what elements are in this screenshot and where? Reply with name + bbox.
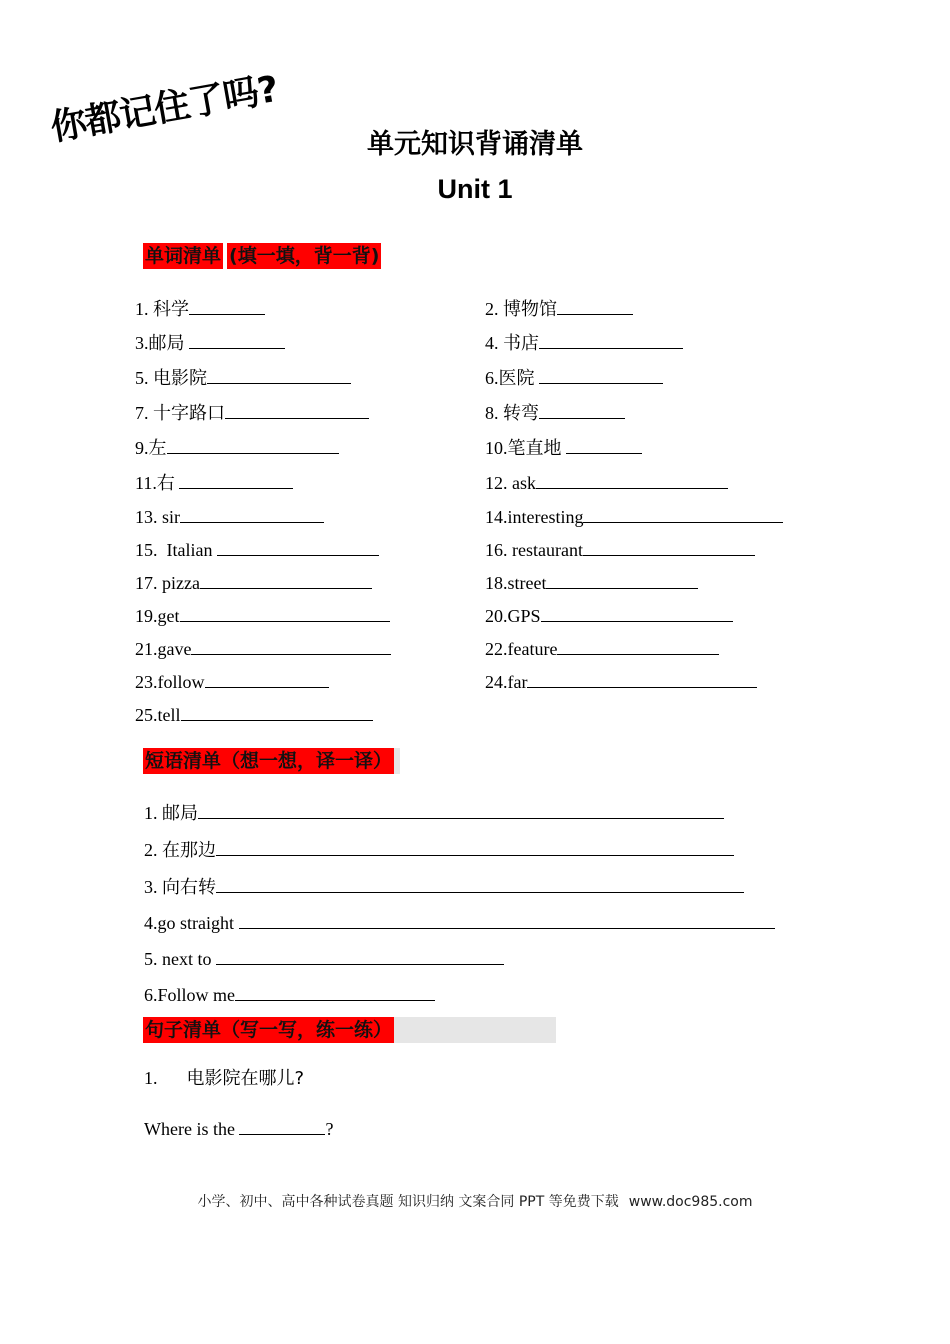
answer-blank[interactable] [557, 636, 719, 655]
vocab-heading-sub: (填一填，背一背) [229, 245, 380, 267]
vocab-item-label: 24.far [485, 672, 528, 692]
vocab-item [135, 400, 369, 424]
answer-blank[interactable] [216, 837, 734, 856]
vocab-item-label: 6.医院 [485, 368, 539, 388]
answer-blank[interactable] [239, 1116, 325, 1135]
sentence-english-suffix: ? [325, 1119, 334, 1139]
sentence-item-en [144, 1116, 333, 1140]
phrase-item-label: 4.go straight [144, 913, 239, 933]
footer [0, 1191, 950, 1211]
sentence-heading-text: 句子清单（写一写，练一练） [145, 1019, 393, 1041]
answer-blank[interactable] [189, 296, 265, 315]
vocab-item-label: 9.左 [135, 438, 167, 458]
vocab-item-label: 13. sir [135, 507, 180, 527]
slogan: 你都记住了吗? [47, 68, 282, 150]
vocab-item-label: 4. 书店 [485, 333, 539, 353]
page-title [0, 122, 950, 161]
vocab-item-label: 23.follow [135, 672, 205, 692]
vocab-item-label: 10.笔直地 [485, 438, 566, 458]
vocab-item-label: 21.gave [135, 639, 192, 659]
vocab-item [485, 330, 683, 354]
vocab-item [135, 330, 285, 354]
vocab-item [485, 537, 755, 561]
vocab-item-label: 25.tell [135, 705, 181, 725]
answer-blank[interactable] [205, 669, 329, 688]
answer-blank[interactable] [583, 504, 783, 523]
phrase-section-heading [143, 748, 400, 774]
page-title-text: 单元知识背诵清单 [367, 129, 583, 160]
answer-blank[interactable] [180, 504, 324, 523]
answer-blank[interactable] [216, 874, 744, 893]
footer-text: 小学、初中、高中各种试卷真题 知识归纳 文案合同 PPT 等免费下载 [197, 1194, 619, 1210]
answer-blank[interactable] [198, 800, 724, 819]
vocab-item-label: 14.interesting [485, 507, 584, 527]
answer-blank[interactable] [179, 470, 293, 489]
vocab-item [485, 636, 719, 660]
vocab-item [135, 470, 293, 494]
vocab-item [135, 504, 324, 528]
phrase-item [144, 874, 744, 898]
vocab-item [135, 669, 329, 693]
footer-url[interactable]: www.doc985.com [628, 1194, 753, 1210]
sentence-chinese: 电影院在哪儿? [186, 1068, 305, 1089]
vocab-item-label: 19.get [135, 606, 180, 626]
phrase-item [144, 946, 504, 970]
answer-blank[interactable] [546, 570, 698, 589]
vocab-item [485, 669, 757, 693]
vocab-item [135, 570, 372, 594]
phrase-item [144, 837, 734, 861]
sentence-item-cn [144, 1066, 304, 1090]
vocab-item [485, 470, 728, 494]
vocab-item-label: 17. pizza [135, 573, 200, 593]
vocab-item [485, 570, 698, 594]
phrase-item [144, 800, 724, 824]
vocab-item-label: 3.邮局 [135, 333, 189, 353]
answer-blank[interactable] [539, 365, 663, 384]
unit-title: Unit 1 [437, 174, 513, 204]
answer-blank[interactable] [167, 435, 339, 454]
answer-blank[interactable] [557, 296, 633, 315]
vocab-item [135, 435, 339, 459]
vocab-section-heading [143, 243, 381, 269]
answer-blank[interactable] [180, 603, 390, 622]
vocab-item-label: 1. 科学 [135, 299, 189, 319]
answer-blank[interactable] [207, 365, 351, 384]
vocab-item [135, 603, 390, 627]
answer-blank[interactable] [539, 330, 683, 349]
sentence-number: 1. [144, 1068, 158, 1088]
vocab-item [485, 603, 733, 627]
phrase-item [144, 910, 775, 934]
phrase-item-label: 2. 在那边 [144, 840, 216, 860]
vocab-item [485, 435, 642, 459]
vocab-item-label: 5. 电影院 [135, 368, 207, 388]
vocab-item [135, 537, 379, 561]
answer-blank[interactable] [536, 470, 728, 489]
answer-blank[interactable] [527, 669, 757, 688]
answer-blank[interactable] [217, 537, 379, 556]
vocab-item-label: 20.GPS [485, 606, 541, 626]
vocab-item [135, 702, 373, 726]
answer-blank[interactable] [539, 400, 625, 419]
vocab-item [485, 296, 633, 320]
vocab-item [485, 365, 663, 389]
answer-blank[interactable] [189, 330, 285, 349]
vocab-item-label: 11.右 [135, 473, 180, 493]
vocab-item-label: 16. restaurant [485, 540, 583, 560]
vocab-item-label: 15. Italian [135, 540, 217, 560]
vocab-item [135, 636, 391, 660]
vocab-item [485, 400, 625, 424]
answer-blank[interactable] [200, 570, 372, 589]
answer-blank[interactable] [583, 537, 755, 556]
vocab-item [135, 296, 265, 320]
vocab-heading-main: 单词清单 [145, 245, 222, 267]
vocab-item-label: 8. 转弯 [485, 403, 539, 423]
vocab-item [135, 365, 351, 389]
answer-blank[interactable] [225, 400, 369, 419]
answer-blank[interactable] [235, 982, 435, 1001]
phrase-item-label: 6.Follow me [144, 985, 236, 1005]
answer-blank[interactable] [566, 435, 642, 454]
sentence-section-heading [143, 1017, 556, 1043]
phrase-item-label: 1. 邮局 [144, 803, 198, 823]
phrase-heading-text: 短语清单（想一想，译一译） [145, 750, 393, 772]
vocab-item-label: 22.feature [485, 639, 558, 659]
answer-blank[interactable] [216, 946, 504, 965]
vocab-item [485, 504, 783, 528]
vocab-item-label: 12. ask [485, 473, 536, 493]
vocab-item-label: 18.street [485, 573, 547, 593]
sentence-english-prefix: Where is the [144, 1119, 240, 1139]
vocab-item-label: 7. 十字路口 [135, 403, 225, 423]
phrase-item-label: 3. 向右转 [144, 877, 216, 897]
answer-blank[interactable] [191, 636, 391, 655]
answer-blank[interactable] [239, 910, 775, 929]
answer-blank[interactable] [181, 702, 373, 721]
vocab-item-label: 2. 博物馆 [485, 299, 557, 319]
phrase-item-label: 5. next to [144, 949, 216, 969]
answer-blank[interactable] [541, 603, 733, 622]
phrase-item [144, 982, 435, 1006]
